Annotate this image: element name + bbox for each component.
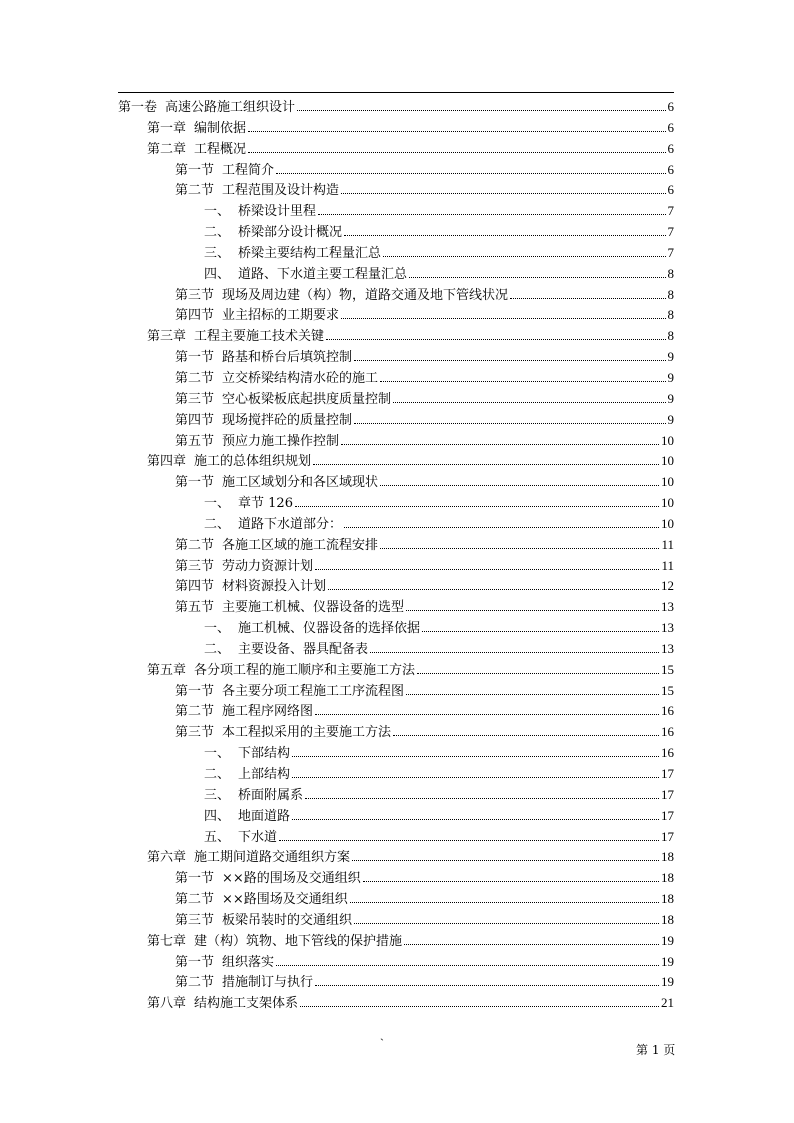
toc-entry[interactable] (118, 889, 674, 910)
toc-entry-prefix: 第一节 (175, 350, 215, 366)
toc-entry-title: 板梁吊装时的交通组织 (222, 912, 353, 928)
toc-entry-prefix: 第三节 (175, 391, 215, 407)
toc-entry[interactable] (118, 514, 674, 535)
toc-entry-prefix: 第五节 (175, 433, 215, 449)
toc-entry-prefix: 一、 (204, 496, 231, 512)
toc-entry-title: 下水道 (238, 829, 278, 845)
toc-entry[interactable] (118, 576, 674, 597)
toc-entry-prefix: 第八章 (147, 996, 187, 1012)
toc-dot-leader (300, 1006, 659, 1007)
toc-entry-title: 编制依据 (194, 120, 247, 136)
toc-entry-prefix: 第二章 (147, 141, 187, 157)
toc-entry-title: 桥梁设计里程 (238, 204, 317, 220)
toc-entry[interactable] (118, 326, 674, 347)
toc-entry-prefix: 第二节 (175, 704, 215, 720)
toc-entry-page: 19 (661, 974, 674, 990)
toc-entry-page: 9 (667, 411, 674, 427)
toc-entry-prefix: 第一章 (147, 120, 187, 136)
toc-entry-page: 19 (661, 953, 674, 969)
table-of-contents (118, 97, 674, 1014)
toc-dot-leader (276, 965, 659, 966)
toc-entry-prefix: 第三节 (175, 558, 215, 574)
toc-entry-page: 6 (667, 140, 674, 156)
toc-entry-prefix: 第三节 (175, 725, 215, 741)
toc-entry-title: 施工期间道路交通组织方案 (194, 850, 351, 866)
toc-dot-leader (276, 173, 665, 174)
toc-entry-prefix: 第二节 (175, 183, 215, 199)
toc-dot-leader (354, 423, 665, 424)
toc-entry-prefix: 二、 (204, 225, 231, 241)
toc-entry-page: 9 (667, 369, 674, 385)
toc-entry[interactable] (118, 118, 674, 139)
toc-entry[interactable] (118, 305, 674, 326)
toc-entry-prefix: 第二节 (175, 537, 215, 553)
toc-entry[interactable] (118, 952, 674, 973)
toc-entry-prefix: 第三节 (175, 912, 215, 928)
toc-entry-page: 7 (667, 224, 674, 240)
toc-entry-title: 道路、下水道主要工程量汇总 (238, 266, 408, 282)
toc-entry-title: 劳动力资源计划 (222, 558, 314, 574)
toc-entry-page: 11 (661, 536, 674, 552)
toc-entry[interactable] (118, 806, 674, 827)
toc-entry-title: 本工程拟采用的主要施工方法 (222, 725, 392, 741)
toc-entry-title: 工程主要施工技术关键 (194, 329, 325, 345)
toc-entry-page: 18 (661, 849, 674, 865)
toc-entry-title: 桥面附属系 (238, 787, 304, 803)
toc-entry-prefix: 二、 (204, 767, 231, 782)
toc-entry-title: 桥梁主要结构工程量汇总 (238, 245, 382, 261)
toc-dot-leader (422, 631, 659, 632)
toc-dot-leader (248, 152, 665, 153)
toc-entry-title: 各施工区域的施工流程安排 (222, 537, 379, 553)
toc-entry-prefix: 第二节 (175, 370, 215, 386)
toc-entry[interactable] (118, 556, 674, 577)
toc-entry-page: 8 (667, 265, 674, 281)
toc-entry-page: 13 (661, 640, 674, 656)
toc-entry[interactable] (118, 243, 674, 264)
toc-dot-leader (404, 944, 659, 945)
toc-entry[interactable] (118, 910, 674, 931)
toc-entry[interactable] (118, 180, 674, 201)
toc-dot-leader (380, 548, 659, 549)
toc-dot-leader (380, 381, 665, 382)
toc-entry-page: 16 (661, 745, 674, 761)
toc-dot-leader (354, 923, 659, 924)
toc-entry-prefix: 三、 (204, 245, 231, 261)
toc-entry-title: 桥梁部分设计概况 (238, 225, 343, 241)
toc-entry-page: 10 (661, 453, 674, 469)
toc-entry-title: 地面道路 (238, 808, 291, 824)
toc-entry[interactable] (118, 493, 674, 514)
toc-entry-page: 10 (661, 495, 674, 511)
toc-entry-page: 12 (661, 578, 674, 594)
toc-dot-leader (295, 506, 659, 507)
toc-entry-prefix: 三、 (204, 787, 231, 803)
toc-entry-prefix: 二、 (204, 641, 231, 657)
toc-entry[interactable] (118, 368, 674, 389)
toc-entry[interactable] (118, 97, 674, 118)
toc-entry-page: 10 (661, 432, 674, 448)
toc-entry-page: 9 (667, 349, 674, 365)
toc-entry-title: 施工区域划分和各区域现状 (222, 475, 379, 491)
toc-entry[interactable] (118, 139, 674, 160)
toc-entry[interactable] (118, 535, 674, 556)
toc-entry[interactable] (118, 847, 674, 868)
toc-entry[interactable] (118, 931, 674, 952)
toc-entry-prefix: 第一节 (175, 475, 215, 491)
toc-entry[interactable] (118, 868, 674, 889)
toc-dot-leader (315, 569, 659, 570)
toc-entry-page: 6 (667, 161, 674, 177)
toc-entry-prefix: 第四节 (175, 412, 215, 428)
toc-entry-page: 17 (661, 807, 674, 823)
toc-entry-page: 6 (667, 119, 674, 135)
toc-dot-leader (315, 714, 659, 715)
toc-dot-leader (326, 339, 665, 340)
toc-entry-prefix: 第二节 (175, 892, 215, 908)
toc-dot-leader (297, 110, 665, 111)
toc-entry-page: 16 (661, 703, 674, 719)
toc-entry-prefix: 第五节 (175, 600, 215, 616)
toc-entry-title: 措施制订与执行 (222, 975, 314, 991)
toc-entry-title: 结构施工支架体系 (194, 996, 299, 1012)
toc-entry-page: 10 (661, 474, 674, 490)
toc-entry[interactable] (118, 431, 674, 452)
toc-entry-prefix: 第一节 (175, 954, 215, 970)
toc-entry-title: 空心板梁板底起拱度质量控制 (222, 391, 392, 407)
toc-entry-title: 下部结构 (238, 746, 291, 762)
toc-entry-page: 6 (667, 182, 674, 198)
toc-entry-page: 18 (661, 870, 674, 886)
toc-entry[interactable] (118, 597, 674, 618)
toc-dot-leader (292, 756, 659, 757)
toc-entry-page: 11 (661, 557, 674, 573)
toc-dot-leader (409, 277, 665, 278)
toc-entry-page: 10 (661, 515, 674, 531)
toc-entry-title: 工程简介 (222, 162, 275, 178)
toc-dot-leader (383, 256, 665, 257)
toc-entry[interactable] (118, 743, 674, 764)
toc-entry[interactable] (118, 722, 674, 743)
footer-mark: ` (380, 1036, 384, 1050)
toc-entry-title: 主要设备、器具配备表 (238, 641, 369, 657)
toc-entry[interactable] (118, 972, 674, 993)
toc-entry-prefix: 四、 (204, 808, 231, 824)
toc-entry-prefix: 五、 (204, 829, 231, 845)
toc-entry-prefix: 第六章 (147, 850, 187, 866)
toc-dot-leader (510, 298, 665, 299)
toc-entry-page: 15 (661, 661, 674, 677)
toc-entry-title: 工程范围及设计构造 (222, 183, 340, 199)
toc-entry[interactable] (118, 222, 674, 243)
toc-entry[interactable] (118, 993, 674, 1014)
toc-entry-prefix: 第一节 (175, 683, 215, 699)
toc-entry-prefix: 第一卷 (118, 100, 158, 115)
toc-dot-leader (380, 485, 659, 486)
toc-entry-prefix: 第一节 (175, 162, 215, 178)
toc-entry-prefix: 第四节 (175, 308, 215, 324)
toc-dot-leader (305, 798, 659, 799)
toc-entry-page: 15 (661, 682, 674, 698)
toc-entry-page: 8 (667, 286, 674, 302)
toc-dot-leader (344, 527, 659, 528)
toc-entry[interactable] (118, 285, 674, 306)
toc-entry-title: 各主要分项工程施工工序流程图 (222, 683, 405, 699)
toc-entry-prefix: 一、 (204, 621, 231, 637)
toc-entry-prefix: 第一节 (175, 871, 215, 887)
toc-dot-leader (315, 985, 659, 986)
toc-entry-title: 章节 126 (238, 496, 293, 512)
toc-entry-page: 16 (661, 724, 674, 740)
toc-dot-leader (352, 860, 659, 861)
toc-dot-leader (406, 610, 659, 611)
toc-dot-leader (393, 735, 659, 736)
footer-page-number: 第 1 页 (636, 1043, 676, 1057)
toc-entry[interactable] (118, 347, 674, 368)
toc-dot-leader (350, 902, 659, 903)
toc-entry-page: 8 (667, 307, 674, 323)
toc-entry[interactable] (118, 660, 674, 681)
toc-entry[interactable] (118, 827, 674, 848)
toc-dot-leader (393, 402, 665, 403)
toc-entry-prefix: 一、 (204, 204, 231, 220)
toc-dot-leader (279, 840, 659, 841)
toc-entry-page: 9 (667, 390, 674, 406)
toc-entry-title: 现场及周边建（构）物，道路交通及地下管线状况 (222, 287, 509, 303)
toc-entry[interactable] (118, 701, 674, 722)
toc-entry-title: 路基和桥台后填筑控制 (222, 350, 353, 366)
toc-dot-leader (341, 444, 659, 445)
toc-dot-leader (370, 652, 659, 653)
toc-entry-page: 17 (661, 828, 674, 844)
toc-entry-prefix: 第四节 (175, 579, 215, 595)
toc-entry-title: 立交桥梁结构清水砼的施工 (222, 370, 379, 386)
header-rule (118, 92, 674, 93)
toc-dot-leader (318, 214, 665, 215)
toc-entry[interactable] (118, 201, 674, 222)
toc-dot-leader (344, 235, 665, 236)
toc-entry[interactable] (118, 639, 674, 660)
toc-dot-leader (313, 464, 659, 465)
toc-entry-page: 6 (667, 99, 674, 114)
toc-entry-title: 上部结构 (238, 767, 291, 782)
toc-entry-title: 工程概况 (194, 141, 247, 157)
toc-dot-leader (417, 673, 659, 674)
toc-entry-page: 7 (667, 244, 674, 260)
toc-entry-page: 13 (661, 620, 674, 636)
toc-entry-prefix: 一、 (204, 746, 231, 762)
toc-entry-page: 21 (661, 995, 674, 1011)
toc-dot-leader (292, 777, 659, 778)
toc-entry-prefix: 第二节 (175, 975, 215, 991)
toc-entry-page: 18 (661, 891, 674, 907)
toc-entry-page: 17 (661, 766, 674, 781)
toc-dot-leader (292, 819, 659, 820)
toc-entry-prefix: 第三节 (175, 287, 215, 303)
toc-entry[interactable] (118, 264, 674, 285)
toc-entry-page: 13 (661, 599, 674, 615)
toc-entry-page: 19 (661, 932, 674, 948)
toc-entry-title: 预应力施工操作控制 (222, 433, 340, 449)
toc-entry-title: 道路下水道部分： (238, 516, 343, 532)
toc-entry-page: 8 (667, 328, 674, 344)
toc-entry[interactable] (118, 472, 674, 493)
toc-entry-prefix: 第七章 (147, 933, 187, 949)
toc-entry-page: 7 (667, 203, 674, 219)
toc-entry-title: 高速公路施工组织设计 (165, 100, 296, 115)
toc-entry-title: 材料资源投入计划 (222, 579, 327, 595)
toc-entry[interactable] (118, 785, 674, 806)
toc-entry-prefix: 第四章 (147, 454, 187, 470)
toc-dot-leader (354, 360, 665, 361)
toc-dot-leader (341, 318, 665, 319)
toc-entry[interactable] (118, 681, 674, 702)
toc-entry[interactable] (118, 451, 674, 472)
toc-entry-title: 现场搅拌砼的质量控制 (222, 412, 353, 428)
toc-entry-prefix: 第三章 (147, 329, 187, 345)
toc-dot-leader (406, 694, 659, 695)
toc-entry-prefix: 二、 (204, 516, 231, 532)
toc-entry[interactable] (118, 389, 674, 410)
toc-entry-title: 施工机械、仪器设备的选择依据 (238, 621, 421, 637)
toc-entry[interactable] (118, 764, 674, 785)
toc-dot-leader (248, 131, 665, 132)
toc-entry-title: 施工的总体组织规划 (194, 454, 312, 470)
toc-entry-title: 主要施工机械、仪器设备的选型 (222, 600, 405, 616)
toc-entry[interactable] (118, 618, 674, 639)
toc-dot-leader (328, 589, 659, 590)
toc-entry-title: 组织落实 (222, 954, 275, 970)
toc-entry-title: 建（构）筑物、地下管线的保护措施 (194, 933, 403, 949)
toc-entry-prefix: 第五章 (147, 662, 187, 678)
toc-entry-prefix: 四、 (204, 266, 231, 282)
toc-entry-title: 业主招标的工期要求 (222, 308, 340, 324)
toc-dot-leader (363, 881, 659, 882)
toc-entry[interactable] (118, 160, 674, 181)
toc-entry-title: ××路的围场及交通组织 (222, 871, 361, 887)
toc-entry-page: 18 (661, 911, 674, 927)
toc-entry-page: 17 (661, 786, 674, 802)
toc-entry-title: ××路围场及交通组织 (222, 892, 348, 908)
toc-dot-leader (341, 193, 665, 194)
toc-entry-title: 各分项工程的施工顺序和主要施工方法 (194, 662, 416, 678)
toc-entry[interactable] (118, 410, 674, 431)
toc-entry-title: 施工程序网络图 (222, 704, 314, 720)
